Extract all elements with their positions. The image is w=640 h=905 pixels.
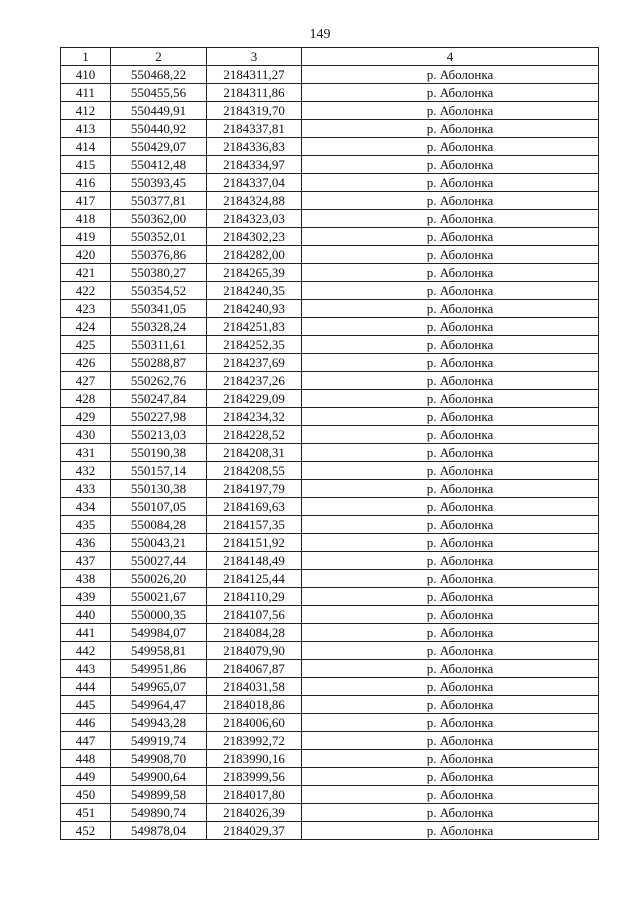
table-row <box>61 534 599 552</box>
object-name-cell: р. Аболонка <box>302 300 599 318</box>
object-name-cell: р. Аболонка <box>302 732 599 750</box>
table-row <box>61 462 599 480</box>
point-number-cell: 414 <box>61 138 111 156</box>
x-coordinate-cell: 550021,67 <box>111 588 207 606</box>
table-row <box>61 354 599 372</box>
point-number-cell: 442 <box>61 642 111 660</box>
point-number-cell: 418 <box>61 210 111 228</box>
point-number-cell: 448 <box>61 750 111 768</box>
x-coordinate-cell: 549900,64 <box>111 768 207 786</box>
y-coordinate-cell: 2184107,56 <box>207 606 302 624</box>
y-coordinate-cell: 2184237,26 <box>207 372 302 390</box>
object-name-cell: р. Аболонка <box>302 390 599 408</box>
point-number-cell: 450 <box>61 786 111 804</box>
table-row <box>61 66 599 84</box>
object-name-cell: р. Аболонка <box>302 210 599 228</box>
x-coordinate-cell: 550026,20 <box>111 570 207 588</box>
y-coordinate-cell: 2183992,72 <box>207 732 302 750</box>
y-coordinate-cell: 2184302,23 <box>207 228 302 246</box>
x-coordinate-cell: 550262,76 <box>111 372 207 390</box>
y-coordinate-cell: 2184228,52 <box>207 426 302 444</box>
y-coordinate-cell: 2184323,03 <box>207 210 302 228</box>
point-number-cell: 433 <box>61 480 111 498</box>
table-row <box>61 498 599 516</box>
object-name-cell: р. Аболонка <box>302 750 599 768</box>
y-coordinate-cell: 2184337,81 <box>207 120 302 138</box>
point-number-cell: 446 <box>61 714 111 732</box>
x-coordinate-cell: 550352,01 <box>111 228 207 246</box>
point-number-cell: 439 <box>61 588 111 606</box>
x-coordinate-cell: 550429,07 <box>111 138 207 156</box>
point-number-cell: 432 <box>61 462 111 480</box>
y-coordinate-cell: 2183999,56 <box>207 768 302 786</box>
y-coordinate-cell: 2184197,79 <box>207 480 302 498</box>
object-name-cell: р. Аболонка <box>302 768 599 786</box>
object-name-cell: р. Аболонка <box>302 192 599 210</box>
x-coordinate-cell: 550027,44 <box>111 552 207 570</box>
object-name-cell: р. Аболонка <box>302 246 599 264</box>
x-coordinate-cell: 550328,24 <box>111 318 207 336</box>
x-coordinate-cell: 550468,22 <box>111 66 207 84</box>
object-name-cell: р. Аболонка <box>302 318 599 336</box>
object-name-cell: р. Аболонка <box>302 354 599 372</box>
object-name-cell: р. Аболонка <box>302 642 599 660</box>
table-row <box>61 408 599 426</box>
x-coordinate-cell: 549919,74 <box>111 732 207 750</box>
point-number-cell: 416 <box>61 174 111 192</box>
table-row <box>61 336 599 354</box>
point-number-cell: 425 <box>61 336 111 354</box>
object-name-cell: р. Аболонка <box>302 696 599 714</box>
point-number-cell: 424 <box>61 318 111 336</box>
table-row <box>61 264 599 282</box>
coordinates-table <box>60 47 599 840</box>
point-number-cell: 445 <box>61 696 111 714</box>
table-row <box>61 786 599 804</box>
x-coordinate-cell: 550449,91 <box>111 102 207 120</box>
point-number-cell: 440 <box>61 606 111 624</box>
y-coordinate-cell: 2184148,49 <box>207 552 302 570</box>
x-coordinate-cell: 550288,87 <box>111 354 207 372</box>
y-coordinate-cell: 2184251,83 <box>207 318 302 336</box>
x-coordinate-cell: 550341,05 <box>111 300 207 318</box>
x-coordinate-cell: 549890,74 <box>111 804 207 822</box>
x-coordinate-cell: 549943,28 <box>111 714 207 732</box>
table-row <box>61 210 599 228</box>
object-name-cell: р. Аболонка <box>302 480 599 498</box>
x-coordinate-cell: 550107,05 <box>111 498 207 516</box>
y-coordinate-cell: 2184157,35 <box>207 516 302 534</box>
y-coordinate-cell: 2184067,87 <box>207 660 302 678</box>
page-number: 149 <box>309 27 331 42</box>
object-name-cell: р. Аболонка <box>302 552 599 570</box>
y-coordinate-cell: 2184324,88 <box>207 192 302 210</box>
table-row <box>61 102 599 120</box>
object-name-cell: р. Аболонка <box>302 462 599 480</box>
object-name-cell: р. Аболонка <box>302 156 599 174</box>
y-coordinate-cell: 2184084,28 <box>207 624 302 642</box>
point-number-cell: 449 <box>61 768 111 786</box>
object-name-cell: р. Аболонка <box>302 372 599 390</box>
object-name-cell: р. Аболонка <box>302 408 599 426</box>
table-row <box>61 120 599 138</box>
y-coordinate-cell: 2184029,37 <box>207 822 302 840</box>
object-name-cell: р. Аболонка <box>302 516 599 534</box>
table-row <box>61 696 599 714</box>
y-coordinate-cell: 2184240,35 <box>207 282 302 300</box>
x-coordinate-cell: 549958,81 <box>111 642 207 660</box>
table-row <box>61 714 599 732</box>
x-coordinate-cell: 550412,48 <box>111 156 207 174</box>
point-number-cell: 428 <box>61 390 111 408</box>
x-coordinate-cell: 550440,92 <box>111 120 207 138</box>
point-number-cell: 431 <box>61 444 111 462</box>
object-name-cell: р. Аболонка <box>302 426 599 444</box>
x-coordinate-cell: 549984,07 <box>111 624 207 642</box>
x-coordinate-cell: 550213,03 <box>111 426 207 444</box>
point-number-cell: 452 <box>61 822 111 840</box>
x-coordinate-cell: 550000,35 <box>111 606 207 624</box>
y-coordinate-cell: 2184334,97 <box>207 156 302 174</box>
object-name-cell: р. Аболонка <box>302 570 599 588</box>
object-name-cell: р. Аболонка <box>302 120 599 138</box>
table-row <box>61 282 599 300</box>
table-row <box>61 570 599 588</box>
y-coordinate-cell: 2184311,86 <box>207 84 302 102</box>
point-number-cell: 423 <box>61 300 111 318</box>
object-name-cell: р. Аболонка <box>302 678 599 696</box>
x-coordinate-cell: 550362,00 <box>111 210 207 228</box>
table-header-row <box>61 48 599 66</box>
object-name-cell: р. Аболонка <box>302 282 599 300</box>
table-row <box>61 84 599 102</box>
x-coordinate-cell: 550311,61 <box>111 336 207 354</box>
table-row <box>61 804 599 822</box>
point-number-cell: 426 <box>61 354 111 372</box>
x-coordinate-cell: 549878,04 <box>111 822 207 840</box>
point-number-cell: 444 <box>61 678 111 696</box>
point-number-cell: 417 <box>61 192 111 210</box>
x-coordinate-cell: 549965,07 <box>111 678 207 696</box>
table-row <box>61 174 599 192</box>
header-cell-3: 3 <box>207 48 302 66</box>
object-name-cell: р. Аболонка <box>302 606 599 624</box>
header-cell-1: 1 <box>61 48 111 66</box>
table-row <box>61 228 599 246</box>
y-coordinate-cell: 2184026,39 <box>207 804 302 822</box>
y-coordinate-cell: 2184018,86 <box>207 696 302 714</box>
x-coordinate-cell: 550084,28 <box>111 516 207 534</box>
point-number-cell: 410 <box>61 66 111 84</box>
point-number-cell: 447 <box>61 732 111 750</box>
x-coordinate-cell: 550354,52 <box>111 282 207 300</box>
point-number-cell: 434 <box>61 498 111 516</box>
table-row <box>61 642 599 660</box>
point-number-cell: 436 <box>61 534 111 552</box>
y-coordinate-cell: 2184319,70 <box>207 102 302 120</box>
y-coordinate-cell: 2184336,83 <box>207 138 302 156</box>
y-coordinate-cell: 2184079,90 <box>207 642 302 660</box>
point-number-cell: 419 <box>61 228 111 246</box>
point-number-cell: 429 <box>61 408 111 426</box>
table-row <box>61 300 599 318</box>
y-coordinate-cell: 2184265,39 <box>207 264 302 282</box>
table-row <box>61 444 599 462</box>
table-row <box>61 822 599 840</box>
table-row <box>61 552 599 570</box>
y-coordinate-cell: 2184337,04 <box>207 174 302 192</box>
y-coordinate-cell: 2184110,29 <box>207 588 302 606</box>
point-number-cell: 435 <box>61 516 111 534</box>
table-row <box>61 318 599 336</box>
y-coordinate-cell: 2184252,35 <box>207 336 302 354</box>
x-coordinate-cell: 550393,45 <box>111 174 207 192</box>
table-row <box>61 678 599 696</box>
table-row <box>61 156 599 174</box>
y-coordinate-cell: 2184240,93 <box>207 300 302 318</box>
x-coordinate-cell: 550190,38 <box>111 444 207 462</box>
y-coordinate-cell: 2184125,44 <box>207 570 302 588</box>
table-row <box>61 246 599 264</box>
object-name-cell: р. Аболонка <box>302 822 599 840</box>
point-number-cell: 413 <box>61 120 111 138</box>
object-name-cell: р. Аболонка <box>302 102 599 120</box>
object-name-cell: р. Аболонка <box>302 138 599 156</box>
y-coordinate-cell: 2184282,00 <box>207 246 302 264</box>
object-name-cell: р. Аболонка <box>302 174 599 192</box>
table-row <box>61 138 599 156</box>
x-coordinate-cell: 550043,21 <box>111 534 207 552</box>
y-coordinate-cell: 2184237,69 <box>207 354 302 372</box>
point-number-cell: 412 <box>61 102 111 120</box>
table-row <box>61 660 599 678</box>
point-number-cell: 430 <box>61 426 111 444</box>
object-name-cell: р. Аболонка <box>302 624 599 642</box>
x-coordinate-cell: 550377,81 <box>111 192 207 210</box>
table-row <box>61 372 599 390</box>
y-coordinate-cell: 2184234,32 <box>207 408 302 426</box>
point-number-cell: 441 <box>61 624 111 642</box>
object-name-cell: р. Аболонка <box>302 228 599 246</box>
x-coordinate-cell: 549908,70 <box>111 750 207 768</box>
x-coordinate-cell: 549951,86 <box>111 660 207 678</box>
object-name-cell: р. Аболонка <box>302 264 599 282</box>
x-coordinate-cell: 550157,14 <box>111 462 207 480</box>
y-coordinate-cell: 2184311,27 <box>207 66 302 84</box>
object-name-cell: р. Аболонка <box>302 714 599 732</box>
object-name-cell: р. Аболонка <box>302 786 599 804</box>
table-row <box>61 390 599 408</box>
header-cell-2: 2 <box>111 48 207 66</box>
object-name-cell: р. Аболонка <box>302 336 599 354</box>
y-coordinate-cell: 2184169,63 <box>207 498 302 516</box>
y-coordinate-cell: 2183990,16 <box>207 750 302 768</box>
point-number-cell: 415 <box>61 156 111 174</box>
x-coordinate-cell: 550380,27 <box>111 264 207 282</box>
x-coordinate-cell: 550227,98 <box>111 408 207 426</box>
point-number-cell: 421 <box>61 264 111 282</box>
x-coordinate-cell: 550455,56 <box>111 84 207 102</box>
y-coordinate-cell: 2184208,55 <box>207 462 302 480</box>
table-row <box>61 192 599 210</box>
point-number-cell: 427 <box>61 372 111 390</box>
point-number-cell: 420 <box>61 246 111 264</box>
table-row <box>61 588 599 606</box>
point-number-cell: 438 <box>61 570 111 588</box>
table-row <box>61 732 599 750</box>
table-row <box>61 750 599 768</box>
point-number-cell: 443 <box>61 660 111 678</box>
x-coordinate-cell: 550130,38 <box>111 480 207 498</box>
x-coordinate-cell: 549964,47 <box>111 696 207 714</box>
point-number-cell: 437 <box>61 552 111 570</box>
y-coordinate-cell: 2184229,09 <box>207 390 302 408</box>
y-coordinate-cell: 2184006,60 <box>207 714 302 732</box>
table-row <box>61 624 599 642</box>
point-number-cell: 411 <box>61 84 111 102</box>
x-coordinate-cell: 550247,84 <box>111 390 207 408</box>
object-name-cell: р. Аболонка <box>302 444 599 462</box>
object-name-cell: р. Аболонка <box>302 498 599 516</box>
object-name-cell: р. Аболонка <box>302 660 599 678</box>
table-row <box>61 768 599 786</box>
x-coordinate-cell: 550376,86 <box>111 246 207 264</box>
point-number-cell: 422 <box>61 282 111 300</box>
table-row <box>61 480 599 498</box>
object-name-cell: р. Аболонка <box>302 588 599 606</box>
point-number-cell: 451 <box>61 804 111 822</box>
y-coordinate-cell: 2184208,31 <box>207 444 302 462</box>
table-row <box>61 426 599 444</box>
object-name-cell: р. Аболонка <box>302 804 599 822</box>
y-coordinate-cell: 2184017,80 <box>207 786 302 804</box>
object-name-cell: р. Аболонка <box>302 84 599 102</box>
object-name-cell: р. Аболонка <box>302 66 599 84</box>
table-row <box>61 516 599 534</box>
y-coordinate-cell: 2184151,92 <box>207 534 302 552</box>
x-coordinate-cell: 549899,58 <box>111 786 207 804</box>
y-coordinate-cell: 2184031,58 <box>207 678 302 696</box>
object-name-cell: р. Аболонка <box>302 534 599 552</box>
header-cell-4: 4 <box>302 48 599 66</box>
table-row <box>61 606 599 624</box>
